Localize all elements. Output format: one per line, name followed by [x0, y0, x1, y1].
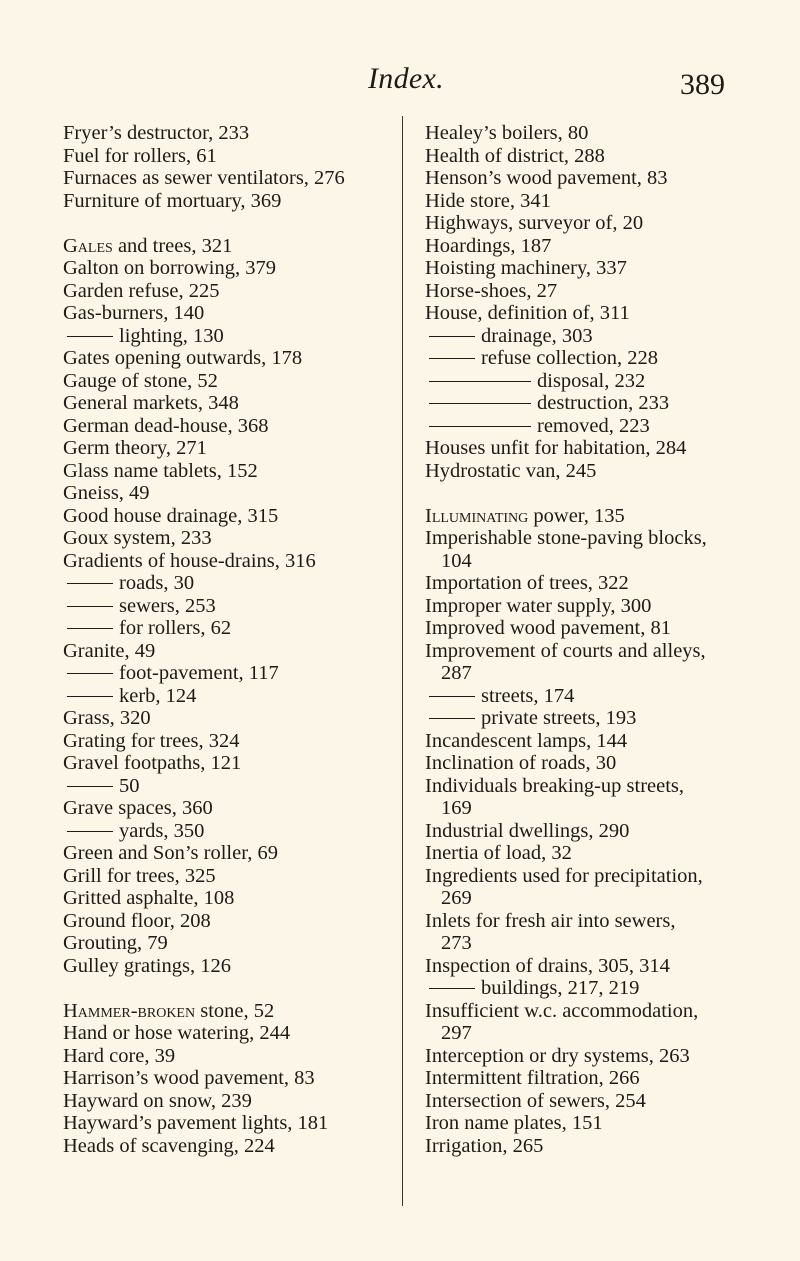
- index-entry: Gravel footpaths, 121: [63, 752, 242, 774]
- index-entry: Ground floor, 208: [63, 909, 211, 932]
- index-entry: 50: [63, 775, 381, 798]
- index-entry: lighting, 130: [63, 325, 381, 348]
- index-entry: private streets, 193: [425, 707, 739, 730]
- index-entry: removed, 223: [425, 415, 739, 438]
- index-entry: sewers, 253: [63, 595, 381, 618]
- index-entry: Hoardings, 187: [425, 234, 552, 257]
- index-entry: German dead-house, 368: [63, 414, 269, 437]
- running-head: Index.: [368, 62, 444, 95]
- index-entry: Gradients of house-drains, 316: [63, 549, 316, 572]
- index-entry: Intersection of sewers, 254: [425, 1089, 646, 1112]
- index-entry: Green and Son’s roller, 69: [63, 842, 278, 864]
- index-entry: House, definition of, 311: [425, 302, 630, 324]
- page-header: [0, 62, 800, 102]
- index-entry: Garden refuse, 225: [63, 279, 220, 302]
- index-entry: Hoisting machinery, 337: [425, 257, 627, 279]
- index-entry: Gneiss, 49: [63, 482, 150, 504]
- index-entry: 104: [441, 549, 472, 572]
- index-entry: Gales and trees, 321: [63, 234, 233, 257]
- index-entry: drainage, 303: [425, 325, 739, 348]
- index-entry: Grill for trees, 325: [63, 864, 216, 887]
- index-entry: Irrigation, 265: [425, 1134, 544, 1157]
- index-entry: refuse collection, 228: [425, 347, 739, 370]
- index-column-left: [63, 122, 381, 1157]
- index-entry: Illuminating power, 135: [425, 504, 625, 527]
- index-entry: Inertia of load, 32: [425, 842, 572, 864]
- index-entry: Fuel for rollers, 61: [63, 144, 217, 167]
- index-entry: kerb, 124: [63, 685, 381, 708]
- index-entry: Gas-burners, 140: [63, 302, 205, 324]
- index-entry: Health of district, 288: [425, 144, 605, 167]
- index-entry: Fryer’s destructor, 233: [63, 122, 250, 144]
- column-divider: [402, 116, 403, 1206]
- index-entry: for rollers, 62: [63, 617, 381, 640]
- index-entry: Harrison’s wood pavement, 83: [63, 1067, 315, 1089]
- index-entry: Furniture of mortuary, 369: [63, 189, 282, 212]
- index-entry: Gritted asphalte, 108: [63, 887, 235, 909]
- index-entry: Hayward’s pavement lights, 181: [63, 1112, 329, 1134]
- index-entry: Grave spaces, 360: [63, 797, 213, 819]
- index-entry: Henson’s wood pavement, 83: [425, 167, 668, 189]
- index-entry: Hard core, 39: [63, 1044, 176, 1067]
- index-entry: roads, 30: [63, 572, 381, 595]
- index-entry: Imperishable stone-paving blocks,: [425, 527, 707, 549]
- index-entry: Insufficient w.c. accommodation,: [425, 999, 699, 1022]
- page-number: 389: [680, 68, 725, 101]
- index-entry: Glass name tablets, 152: [63, 459, 258, 482]
- index-entry: Importation of trees, 322: [425, 572, 629, 594]
- index-entry: disposal, 232: [425, 370, 739, 393]
- index-entry: Heads of scavenging, 224: [63, 1134, 275, 1157]
- index-entry: Inclination of roads, 30: [425, 752, 617, 774]
- index-entry: foot-pavement, 117: [63, 662, 381, 685]
- index-entry: Interception or dry systems, 263: [425, 1044, 690, 1067]
- index-entry: Grating for trees, 324: [63, 729, 240, 752]
- index-entry: Goux system, 233: [63, 527, 212, 549]
- index-entry: Inspection of drains, 305, 314: [425, 954, 670, 977]
- index-entry: Ingredients used for precipitation,: [425, 864, 703, 887]
- index-entry: Iron name plates, 151: [425, 1112, 603, 1134]
- index-entry: Intermittent filtration, 266: [425, 1067, 640, 1089]
- index-entry: Hand or hose watering, 244: [63, 1022, 291, 1044]
- index-entry: Gulley gratings, 126: [63, 954, 231, 977]
- index-entry: Furnaces as sewer ventilators, 276: [63, 167, 345, 189]
- index-entry: 269: [441, 887, 472, 909]
- index-entry: Grouting, 79: [63, 932, 168, 954]
- index-entry: Incandescent lamps, 144: [425, 729, 628, 752]
- index-entry: 287: [441, 662, 472, 684]
- index-entry: buildings, 217, 219: [425, 977, 739, 1000]
- index-entry: Hammer-broken stone, 52: [63, 999, 275, 1022]
- index-entry: Gauge of stone, 52: [63, 369, 218, 392]
- index-entry: Good house drainage, 315: [63, 504, 279, 527]
- index-entry: 169: [441, 797, 472, 819]
- index-entry: Hayward on snow, 239: [63, 1089, 252, 1112]
- index-entry: Gates opening outwards, 178: [63, 347, 303, 369]
- index-entry: 273: [441, 932, 472, 954]
- index-entry: Improper water supply, 300: [425, 594, 652, 617]
- index-column-right: [425, 122, 739, 1157]
- index-entry: Improvement of courts and alleys,: [425, 639, 706, 662]
- index-entry: Houses unfit for habitation, 284: [425, 437, 687, 459]
- index-entry: destruction, 233: [425, 392, 739, 415]
- index-entry: Grass, 320: [63, 707, 151, 729]
- index-entry: Hide store, 341: [425, 189, 551, 212]
- index-entry: streets, 174: [425, 685, 739, 708]
- index-entry: Granite, 49: [63, 639, 156, 662]
- index-entry: Healey’s boilers, 80: [425, 122, 589, 144]
- index-entry: Galton on borrowing, 379: [63, 257, 276, 279]
- index-entry: Individuals breaking-up streets,: [425, 774, 685, 797]
- index-entry: General markets, 348: [63, 392, 239, 414]
- index-entry: Horse-shoes, 27: [425, 279, 558, 302]
- index-entry: Industrial dwellings, 290: [425, 819, 630, 842]
- index-entry: Inlets for fresh air into sewers,: [425, 909, 676, 932]
- index-entry: Highways, surveyor of, 20: [425, 212, 644, 234]
- index-entry: 297: [441, 1022, 472, 1044]
- index-entry: Germ theory, 271: [63, 437, 207, 459]
- index-entry: Hydrostatic van, 245: [425, 459, 597, 482]
- index-entry: Improved wood pavement, 81: [425, 617, 671, 639]
- index-entry: yards, 350: [63, 820, 381, 843]
